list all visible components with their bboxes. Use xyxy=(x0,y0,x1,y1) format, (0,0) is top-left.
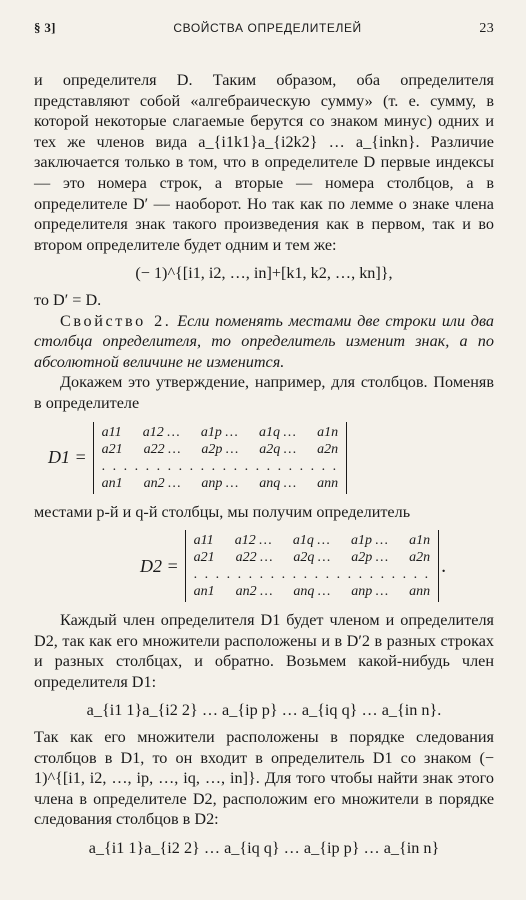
matrix-cell: anp … xyxy=(351,584,389,600)
matrix-cell: a2n xyxy=(317,441,339,457)
matrix-row xyxy=(102,441,339,458)
matrix-cell: anq … xyxy=(259,475,297,491)
matrix-cell: a2n xyxy=(409,550,431,566)
matrix-cell: an2 … xyxy=(143,475,181,491)
matrix-cell: a21 xyxy=(193,550,215,566)
matrix-row xyxy=(102,475,339,492)
determinant-d2 xyxy=(140,530,494,602)
matrix-cell: a12 … xyxy=(234,533,272,549)
matrix-cell: a12 … xyxy=(142,424,180,440)
page-body xyxy=(34,70,494,859)
period-mark: . xyxy=(441,554,447,577)
formula-term-d2: a_{i1 1}a_{i2 2} … a_{iq q} … a_{ip p} … a_{in n} xyxy=(88,839,440,858)
matrix-cell: a1p … xyxy=(200,424,238,440)
matrix-cell: an1 xyxy=(101,475,123,491)
matrix-cell: an2 … xyxy=(235,584,273,600)
formula-term-d1: a_{i1 1}a_{i2 2} … a_{ip p} … a_{iq q} … a_{in n}. xyxy=(86,701,442,720)
formula-sign: (− 1)^{[i1, i2, …, in]+[k1, k2, …, kn]}, xyxy=(135,264,393,283)
matrix-cell: an1 xyxy=(193,584,215,600)
matrix-cell: a1n xyxy=(409,533,431,549)
matrix-dots: . . . . . . . . . . . . . . . . . . . . . . xyxy=(101,458,339,474)
d2-label: D2 = xyxy=(140,555,179,576)
matrix-row xyxy=(194,583,431,600)
matrix-cell: a2q … xyxy=(259,441,297,457)
book-page xyxy=(34,20,494,865)
paragraph-4: Докажем это утверждение, например, для столбцов. Поменяв в определителе xyxy=(34,373,494,412)
property-label: Свойство 2. xyxy=(60,311,172,330)
matrix-dots: . . . . . . . . . . . . . . . . . . . . . . xyxy=(193,567,431,583)
chapter-title: СВОЙСТВА ОПРЕДЕЛИТЕЛЕЙ xyxy=(173,21,362,35)
matrix-cell: a11 xyxy=(101,424,122,440)
d2-matrix xyxy=(185,530,440,602)
page-number: 23 xyxy=(479,21,494,36)
property-statement: Если поменять местами две строки или два столбца определителя, то определитель изменит знак, а по абсолютной величине не изменится. xyxy=(34,311,495,371)
matrix-cell: anq … xyxy=(293,584,331,600)
matrix-cell: a2p … xyxy=(201,441,239,457)
paragraph-2: то D′ = D. xyxy=(34,290,102,309)
matrix-cell: a1q … xyxy=(292,533,330,549)
running-header xyxy=(34,20,494,40)
matrix-cell: a22 … xyxy=(143,441,181,457)
matrix-row xyxy=(102,424,339,441)
matrix-cell: ann xyxy=(317,475,339,491)
determinant-d1 xyxy=(48,422,494,494)
paragraph-5: местами p-й и q-й столбцы, мы получим определитель xyxy=(34,502,411,521)
matrix-cell: a21 xyxy=(101,441,123,457)
matrix-cell: a1q … xyxy=(259,424,296,440)
matrix-cell: a1p … xyxy=(351,533,388,549)
matrix-cell: ann xyxy=(409,584,431,600)
matrix-cell: a22 … xyxy=(235,550,273,566)
matrix-cell: a2q … xyxy=(293,550,331,566)
section-marker: § 3] xyxy=(34,20,56,35)
matrix-cell: a2p … xyxy=(351,550,389,566)
matrix-cell: a11 xyxy=(193,533,214,549)
paragraph-1: и определителя D. Таким образом, оба определителя представляют собой «алгебраическую сумму» (т. е. сумму, в которой некоторые слагаемые берутся со знаком минус) одних и тех же членов вида a_{i1k1}a_{i2k2} … a_{inkn}. Различие заключается только в том, что в определителе D первые индексы — это номера строк, а вторые — номера столбцов, а в определителе D′ — наоборот. Но так как по лемме о знаке члена определителя знак такого произведения как в первом, так и во втором определителе будет одним и тем же: xyxy=(34,71,494,254)
d1-matrix xyxy=(93,422,348,494)
matrix-cell: anp … xyxy=(201,475,239,491)
d1-label: D1 = xyxy=(48,447,87,468)
paragraph-6: Каждый член определителя D1 будет членом и определителя D2, так как его множители расположены и в D′2 в разных строках и разных столбцах, и обратно. Возьмем какой-нибудь член определителя D1: xyxy=(34,611,494,691)
matrix-cell: a1n xyxy=(317,424,339,440)
property-2 xyxy=(34,311,494,373)
paragraph-7: Так как его множители расположены в порядке следования столбцов в D1, то он входит в определитель D1 со знаком (− 1)^{[i1, i2, …, ip, …, iq, …, in]}. Для того чтобы найти знак этого члена в определителе D2, расположим его множители в порядке следования столбцов в D2: xyxy=(34,728,494,829)
matrix-row xyxy=(194,532,431,549)
matrix-row xyxy=(194,549,431,566)
